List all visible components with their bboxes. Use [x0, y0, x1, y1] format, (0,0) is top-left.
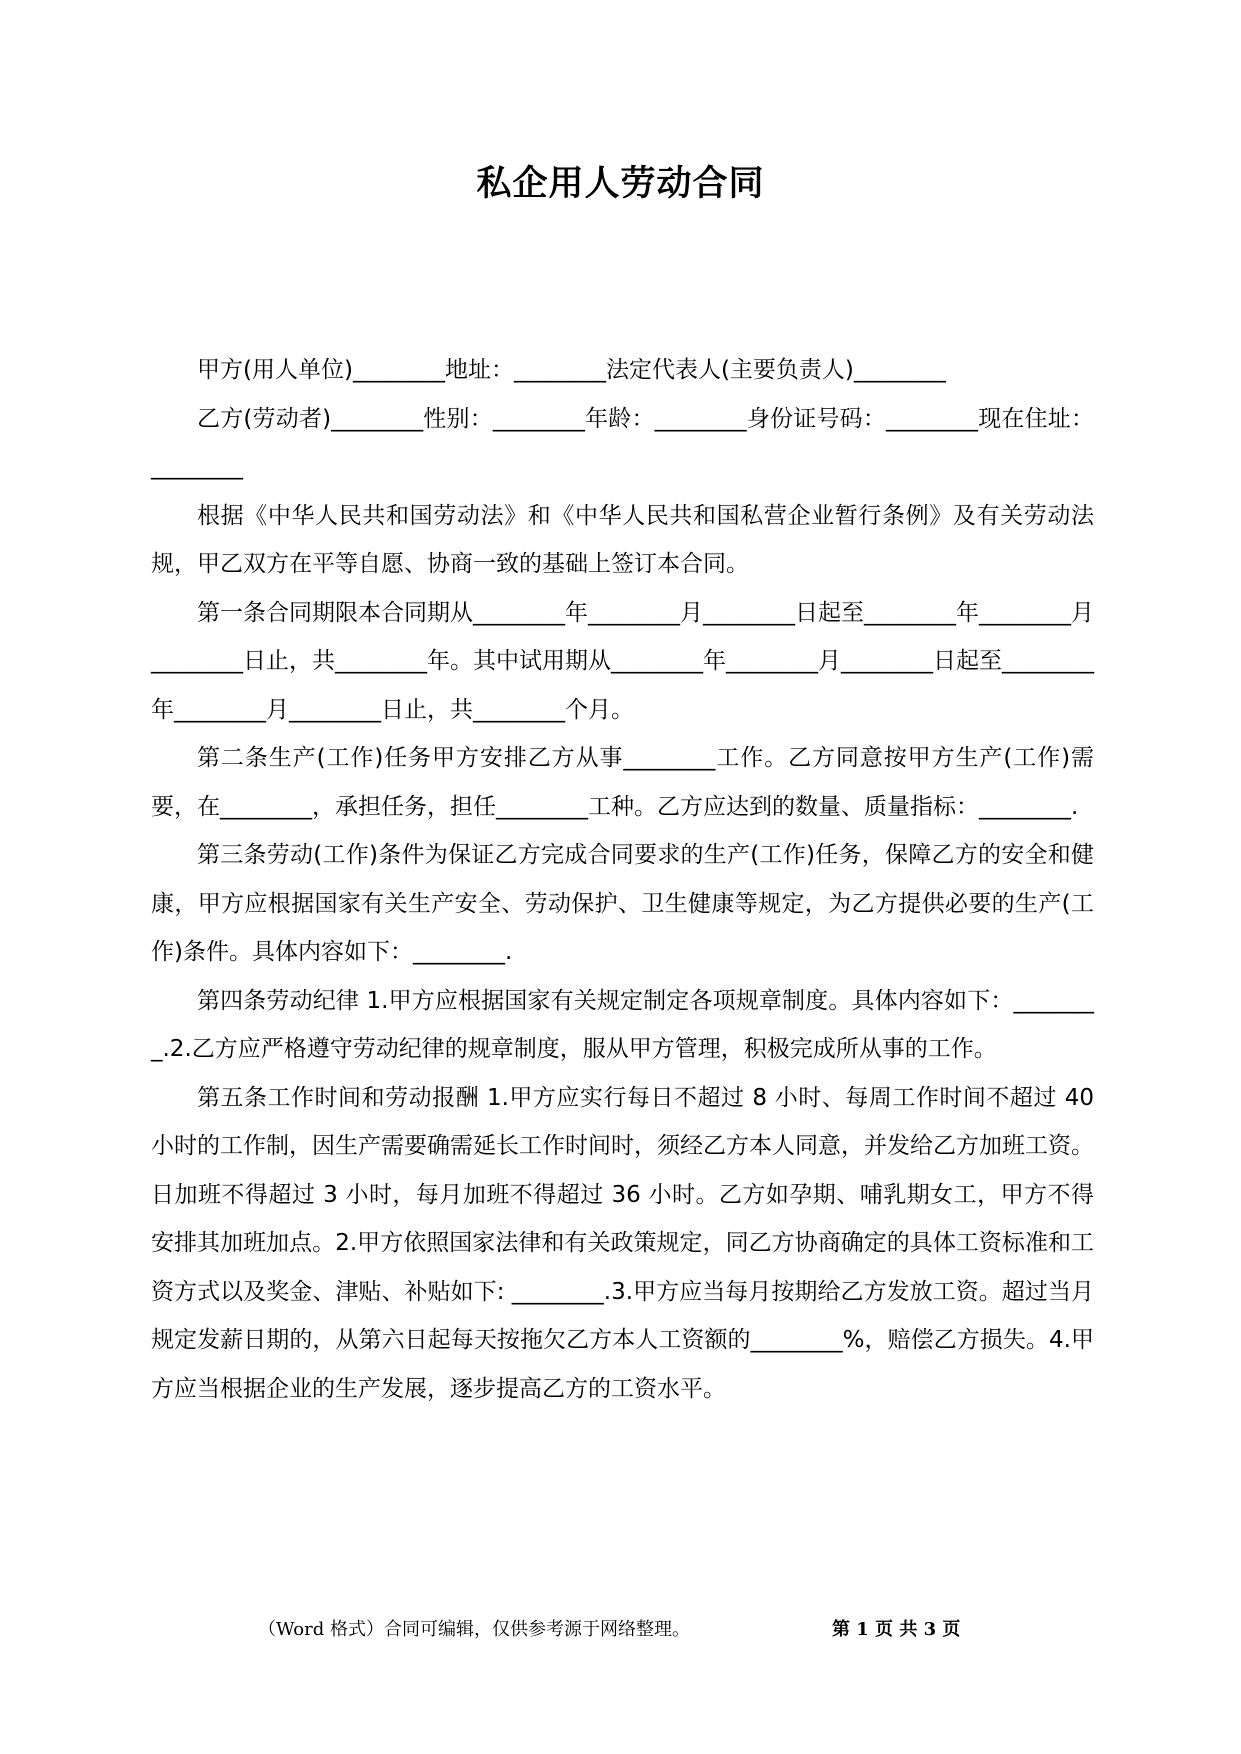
footer-note: （Word 格式）合同可编辑，仅供参考源于网络整理。 — [258, 1619, 690, 1640]
article-3-conditions: 第三条劳动(工作)条件为保证乙方完成合同要求的生产(工作)任务，保障乙方的安全和健康，甲方应根据国家有关生产安全、劳动保护、卫生健康等规定，为乙方提供必要的生产(工作)条件。具体内容如下：________. — [151, 842, 1094, 965]
party-a-line: 甲方(用人单位)________地址：________法定代表人(主要负责人)________ — [197, 357, 946, 383]
document-body — [151, 346, 1094, 1413]
article-2-tasks: 第二条生产(工作)任务甲方安排乙方从事________工作。乙方同意按甲方生产(工作)需要，在________，承担任务，担任________工种。乙方应达到的数量、质量指标：________. — [151, 745, 1094, 820]
article-4-discipline: 第四条劳动纪律 1.甲方应根据国家有关规定制定各项规章制度。具体内容如下：________.2.乙方应严格遵守劳动纪律的规章制度，服从甲方管理，积极完成所从事的工作。 — [151, 987, 1094, 1062]
page-number: 第 1 页 共 3 页 — [832, 1619, 961, 1640]
article-5-hours-pay: 第五条工作时间和劳动报酬 1.甲方应实行每日不超过 8 小时、每周工作时间不超过 40 小时的工作制，因生产需要确需延长工作时间时，须经乙方本人同意，并发给乙方加班工资。日加班不得超过 3 小时，每月加班不得超过 36 小时。乙方如孕期、哺乳期女工，甲方不得安排其加班加点。2.甲方依照国家法律和有关政策规定，同乙方协商确定的具体工资标准和工资方式以及奖金、津贴、补贴如下: ________.3.甲方应当每月按期给乙方发放工资。超过当月规定发薪日期的，从第六日起每天按拖欠乙方本人工资额的________%，赔偿乙方损失。4.甲方应当根据企业的生产发展，逐步提高乙方的工资水平。 — [151, 1084, 1094, 1402]
document-title: 私企用人劳动合同 — [476, 164, 765, 204]
article-1-term: 第一条合同期限本合同期从________年________月________日起至________年________月________日止，共________年。其中试用期从________年________月________日起至________年________月________日止，共________个月。 — [151, 599, 1094, 723]
page-footer — [0, 1615, 1241, 1645]
legal-basis-paragraph: 根据《中华人民共和国劳动法》和《中华人民共和国私营企业暂行条例》及有关劳动法规，甲乙双方在平等自愿、协商一致的基础上签订本合同。 — [151, 502, 1094, 577]
party-b-line: 乙方(劳动者)________性别：________年龄：________身份证号码：________现在住址：________ — [151, 405, 1094, 480]
